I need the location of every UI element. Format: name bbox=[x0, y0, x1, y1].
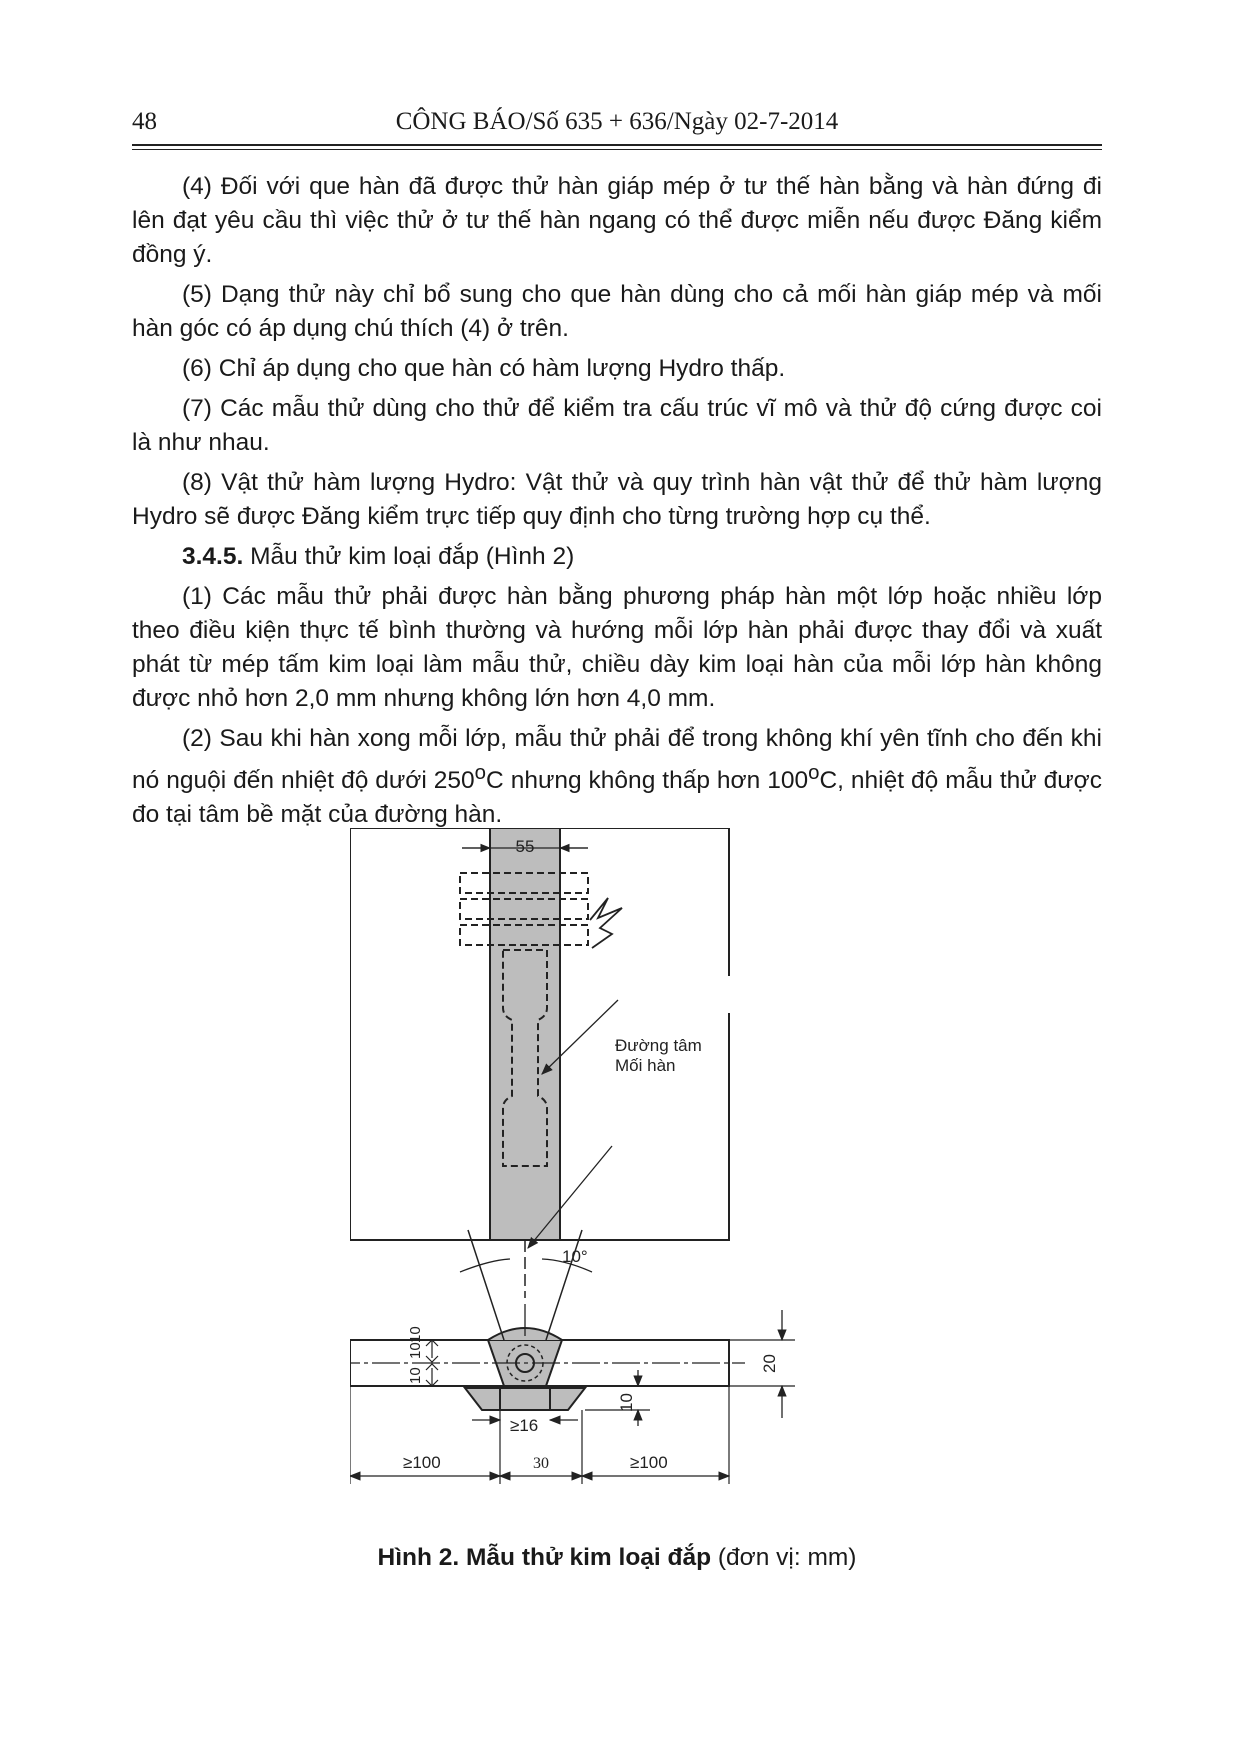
angle-10-label: 10° bbox=[562, 1247, 588, 1266]
backing-strip bbox=[465, 1388, 585, 1410]
degree-sup-1: o bbox=[474, 762, 487, 784]
paragraph-item-2 bbox=[132, 722, 1102, 832]
paragraph-note-7: (7) Các mẫu thử dùng cho thử để kiểm tra cấu trúc vĩ mô và thử độ cứng được coi là như nhau. bbox=[132, 395, 1102, 456]
center-line-label-2: Mối hàn bbox=[615, 1056, 676, 1075]
dim-55-label: 55 bbox=[515, 837, 535, 856]
paragraph-note-5: (5) Dạng thử này chỉ bổ sung cho que hàn dùng cho cả mối hàn giáp mép và mối hàn góc có áp dụng chú thích (4) ở trên. bbox=[132, 281, 1102, 342]
gazette-title: CÔNG BÁO/Số 635 + 636/Ngày 02-7-2014 bbox=[395, 108, 839, 135]
dim-10-label-a: 10 bbox=[407, 1342, 424, 1359]
paragraph-note-6: (6) Chỉ áp dụng cho que hàn có hàm lượng Hydro thấp. bbox=[182, 355, 786, 382]
dim-10-label-d: 10 bbox=[617, 1393, 636, 1412]
center-line-label-1: Đường tâm bbox=[615, 1036, 702, 1055]
page-header bbox=[132, 108, 1102, 142]
section-number: 3.4.5. bbox=[182, 543, 244, 570]
body-text bbox=[132, 170, 1102, 838]
dim-min16-label: ≥16 bbox=[510, 1416, 539, 1435]
dim-10-label-b: 10 bbox=[407, 1326, 424, 1343]
section-heading bbox=[132, 540, 1102, 574]
figure-2 bbox=[350, 828, 910, 1540]
paragraph-note-8: (8) Vật thử hàm lượng Hydro: Vật thử và quy trình hàn vật thử để thử hàm lượng Hydro sẽ được Đăng kiểm trực tiếp quy định cho từng trường hợp cụ thể. bbox=[132, 469, 1102, 530]
dim-min100-right-label: ≥100 bbox=[630, 1453, 668, 1472]
dim-20-label: 20 bbox=[760, 1354, 779, 1373]
weld-test-specimen-diagram bbox=[350, 828, 910, 1540]
dim-30-label: 30 bbox=[533, 1455, 549, 1472]
angle-arc-left bbox=[460, 1259, 510, 1272]
caption-unit: (đơn vị: mm) bbox=[711, 1544, 857, 1571]
page-number: 48 bbox=[132, 108, 157, 135]
caption-title: Hình 2. Mẫu thử kim loại đắp bbox=[377, 1544, 712, 1571]
degree-sup-2: o bbox=[808, 762, 820, 784]
figure-caption bbox=[132, 1544, 1102, 1572]
header-rule-thin bbox=[132, 149, 1102, 150]
item-2-text-b: C nhưng không thấp hơn 100 bbox=[486, 767, 809, 795]
specimen-arrows bbox=[590, 898, 622, 948]
dim-10-label-c: 10 bbox=[407, 1367, 424, 1384]
dim-min100-left-label: ≥100 bbox=[403, 1453, 441, 1472]
paragraph-note-4: (4) Đối với que hàn đã được thử hàn giáp mép ở tư thế hàn bằng và hàn đứng đi lên đạt yêu cầu thì việc thử ở tư thế hàn ngang có thể được miễn nếu được Đăng kiểm đồng ý. bbox=[132, 173, 1102, 268]
weld-strip bbox=[490, 828, 560, 1240]
item-2-text-a: (2) Sau khi hàn xong mỗi lớp, mẫu thử phải để trong không khí yên tĩnh cho đến khi nó nguội đến nhiệt độ dưới 250 bbox=[132, 725, 1102, 795]
section-title: Mẫu thử kim loại đắp (Hình 2) bbox=[243, 543, 575, 570]
item-2-text-c: C, nhiệt độ mẫu thử được đo tại tâm bề mặt của đường hàn. bbox=[132, 767, 1102, 829]
paragraph-item-1: (1) Các mẫu thử phải được hàn bằng phương pháp hàn một lớp hoặc nhiều lớp theo điều kiện thực tế bình thường và hướng mỗi lớp hàn phải được thay đổi và xuất phát từ mép tấm kim loại làm mẫu thử, chiều dày kim loại hàn của mỗi lớp hàn không được nhỏ hơn 2,0 mm nhưng không lớn hơn 4,0 mm. bbox=[132, 583, 1102, 712]
header-rule-thick bbox=[132, 144, 1102, 146]
